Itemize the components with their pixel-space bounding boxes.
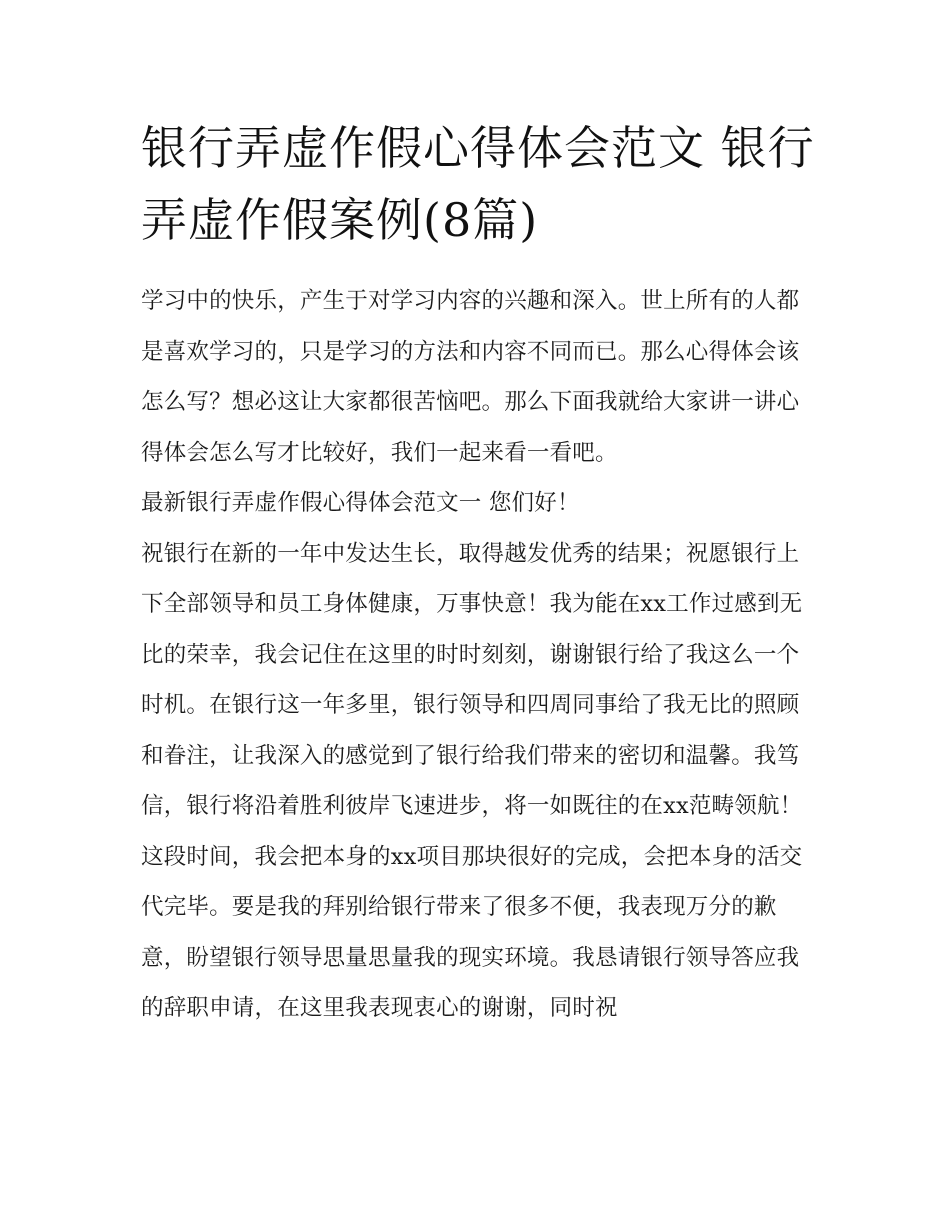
paragraph-blessing: 祝银行在新的一年中发达生长，取得越发优秀的结果；祝愿银行上下全部领导和员工身体健康，万事快意！我为能在xx工作过感到无比的荣幸，我会记住在这里的时时刻刻，谢谢银行给了我这么一个时机。在银行这一年多里，银行领导和四周同事给了我无比的照顾和眷注，让我深入的感觉到了银行给我们带来的密切和温馨。我笃信，银行将沿着胜利彼岸飞速进步，将一如既往的在xx范畴领航！ [141, 540, 803, 819]
document-title: 银行弄虚作假心得体会范文 银行弄虚作假案例(8篇) [141, 121, 815, 247]
paragraph-resignation: 这段时间，我会把本身的xx项目那块很好的完成，会把本身的活交代完毕。要是我的拜别给银行带来了很多不便，我表现万分的歉意，盼望银行领导思量思量我的现实环境。我恳请银行领导答应我的辞职申请，在这里我表现衷心的谢谢，同时祝 [141, 843, 803, 1021]
paragraph-intro: 学习中的快乐，产生于对学习内容的兴趣和深入。世上所有的人都是喜欢学习的，只是学习的方法和内容不同而已。那么心得体会该怎么写？想必这让大家都很苦恼吧。那么下面我就给大家讲一讲心得体会怎么写才比较好，我们一起来看一看吧。 [141, 288, 800, 466]
document-body [141, 276, 811, 1034]
paragraph-section-heading: 最新银行弄虚作假心得体会范文一 您们好！ [141, 490, 580, 516]
